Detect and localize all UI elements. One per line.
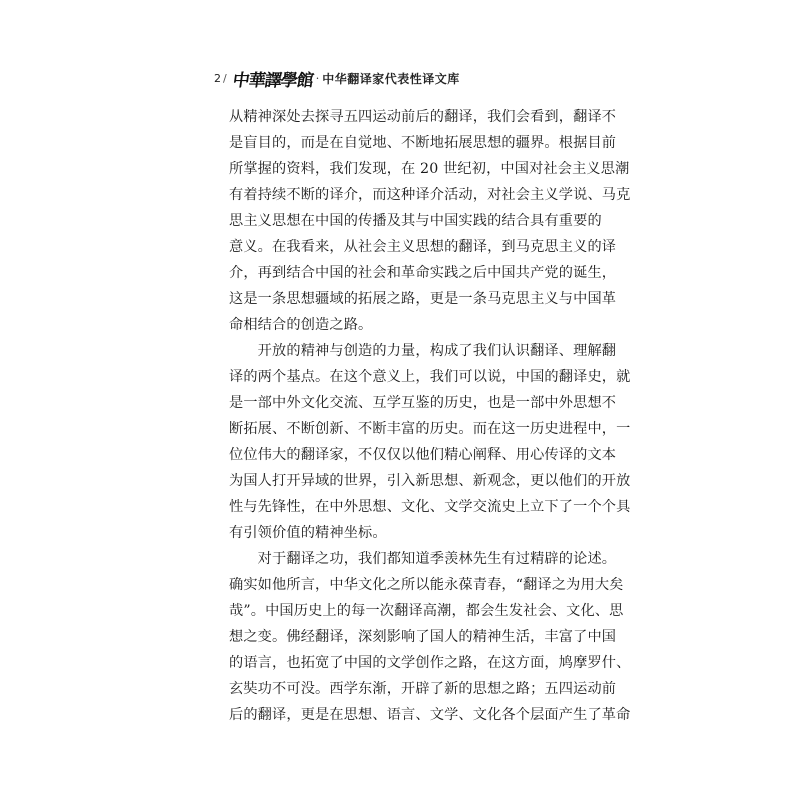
text-line: 有着持续不断的译介，而这种译介活动，对社会主义学说、马克 [229,187,631,203]
text-line: 开放的精神与创造的力量，构成了我们认识翻译、理解翻 [229,343,617,359]
text-line: 思主义思想在中国的传播及其与中国实践的结合具有重要的 [229,213,602,229]
text-line: 这是一条思想疆域的拓展之路，更是一条马克思主义与中国革 [229,291,617,307]
text-line: 是一部中外文化交流、互学互鉴的历史，也是一部中外思想不 [229,395,617,411]
text-line: 位位伟大的翻译家，不仅仅以他们精心阐释、用心传译的文本 [229,447,617,463]
series-title: 中华翻译家代表性译文库 [322,71,460,86]
running-head [214,66,460,90]
text-line: 命相结合的创造之路。 [229,317,373,333]
header-separator: · [315,71,320,85]
text-line: 玄奘功不可没。西学东渐，开辟了新的思想之路；五四运动前 [229,681,617,697]
text-line: 性与先锋性，在中外思想、文化、文学交流史上立下了一个个具 [229,499,631,515]
text-line: 哉”。中国历史上的每一次翻译高潮，都会生发社会、文化、思 [229,603,624,619]
text-line: 译的两个基点。在这个意义上，我们可以说，中国的翻译史，就 [229,369,631,385]
text-line: 确实如他所言，中华文化之所以能永葆青春，“翻译之为用大矣 [229,577,624,593]
text-line: 断拓展、不断创新、不断丰富的历史。而在这一历史进程中，一 [229,421,631,437]
text-line: 介，再到结合中国的社会和革命实践之后中国共产党的诞生， [229,265,617,281]
text-line: 有引领价值的精神坐标。 [229,525,387,541]
publisher-logo: 中華譯學館 [230,70,314,91]
text-line: 的语言，也拓宽了中国的文学创作之路，在这方面，鸠摩罗什、 [229,655,631,671]
text-line: 为国人打开异域的世界，引入新思想、新观念，更以他们的开放 [229,473,631,489]
text-line: 后的翻译，更是在思想、语言、文学、文化各个层面产生了革命 [229,707,631,723]
page-number: 2 [214,71,221,85]
text-line: 想之变。佛经翻译，深刻影响了国人的精神生活，丰富了中国 [229,629,617,645]
text-line: 是盲目的，而是在自觉地、不断地拓展思想的疆界。根据目前 [229,135,617,151]
text-line: 所掌握的资料，我们发现，在 20 世纪初，中国对社会主义思潮 [229,161,630,177]
text-line: 对于翻译之功，我们都知道季羡林先生有过精辟的论述。 [229,551,617,567]
body-text [229,104,631,728]
header-slash: / [223,71,227,85]
text-line: 意义。在我看来，从社会主义思想的翻译，到马克思主义的译 [229,239,617,255]
text-line: 从精神深处去探寻五四运动前后的翻译，我们会看到，翻译不 [229,109,617,125]
